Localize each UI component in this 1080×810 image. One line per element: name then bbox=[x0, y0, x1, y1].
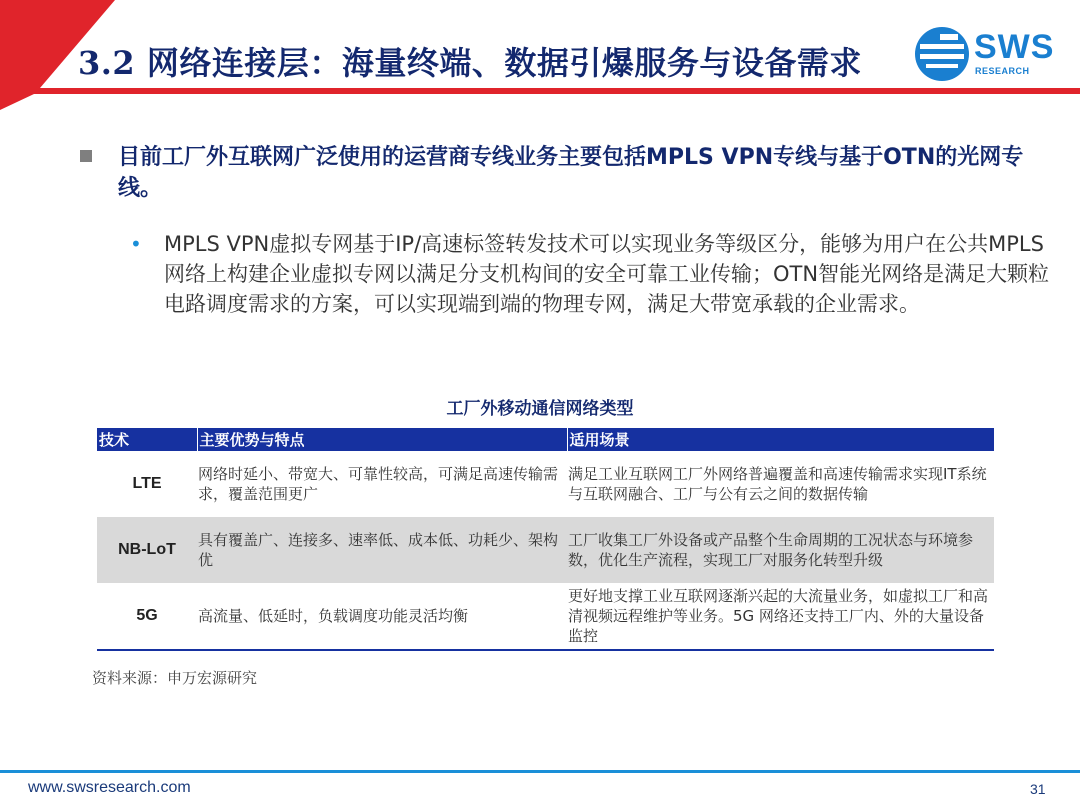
network-types-table bbox=[97, 428, 995, 651]
logo-text: SWS bbox=[974, 28, 1055, 66]
cell-advantage: 具有覆盖广、连接多、速率低、成本低、功耗少、架构优 bbox=[197, 517, 567, 583]
cell-tech: LTE bbox=[132, 475, 162, 492]
cell-scenario: 工厂收集工厂外设备或产品整个生命周期的工况状态与环境参数，优化生产流程，实现工厂对服务化转型升级 bbox=[567, 517, 994, 583]
footer-url[interactable]: www.swsresearch.com bbox=[28, 779, 191, 796]
sws-logo bbox=[912, 22, 1072, 84]
sws-logo-icon bbox=[912, 24, 972, 84]
table-row bbox=[97, 517, 994, 583]
cell-advantage: 高流量、低延时，负载调度功能灵活均衡 bbox=[197, 583, 567, 650]
square-bullet-icon bbox=[80, 150, 92, 162]
header-tech: 技术 bbox=[97, 428, 197, 451]
cell-tech: 5G bbox=[97, 583, 197, 650]
table-caption: 工厂外移动通信网络类型 bbox=[446, 399, 634, 419]
source-note: 资料来源：申万宏源研究 bbox=[92, 669, 258, 687]
cell-tech: NB-LoT bbox=[97, 517, 197, 583]
table-row bbox=[97, 583, 994, 650]
table-row bbox=[97, 451, 994, 517]
logo-subtext: RESEARCH bbox=[975, 66, 1030, 76]
footer-divider bbox=[0, 770, 1080, 773]
dot-bullet-icon: • bbox=[130, 232, 142, 256]
sub-bullet bbox=[130, 229, 1055, 319]
cell-advantage: 网络时延小、带宽大、可靠性较高，可满足高速传输需求，覆盖范围更广 bbox=[198, 465, 559, 503]
cell-scenario: 满足工业互联网工厂外网络普遍覆盖和高速传输需求实现IT系统与互联网融合、工厂与公有云之间的数据传输 bbox=[568, 465, 987, 503]
cell-scenario: 更好地支撑工业互联网逐渐兴起的大流量业务，如虚拟工厂和高清视频远程维护等业务。5G 网络还支持工厂内、外的大量设备监控 bbox=[567, 583, 994, 650]
page-number: 31 bbox=[1030, 781, 1046, 797]
header-advantage: 主要优势与特点 bbox=[197, 428, 567, 451]
sub-bullet-text: MPLS VPN虚拟专网基于IP/高速标签转发技术可以实现业务等级区分，能够为用户在公共MPLS网络上构建企业虚拟专网以满足分支机构间的安全可靠工业传输；OTN智能光网络是满足大颗粒电路调度需求的方案，可以实现端到端的物理专网，满足大带宽承载的企业需求。 bbox=[164, 232, 1050, 316]
page-title: 3.2 网络连接层：海量终端、数据引爆服务与设备需求 bbox=[78, 44, 862, 82]
header-scenario: 适用场景 bbox=[567, 428, 994, 451]
main-bullet-text: 目前工厂外互联网广泛使用的运营商专线业务主要包括MPLS VPN专线与基于OTN的光网专线。 bbox=[118, 145, 1024, 201]
table-header-row bbox=[97, 428, 994, 451]
main-bullet bbox=[80, 142, 1040, 204]
